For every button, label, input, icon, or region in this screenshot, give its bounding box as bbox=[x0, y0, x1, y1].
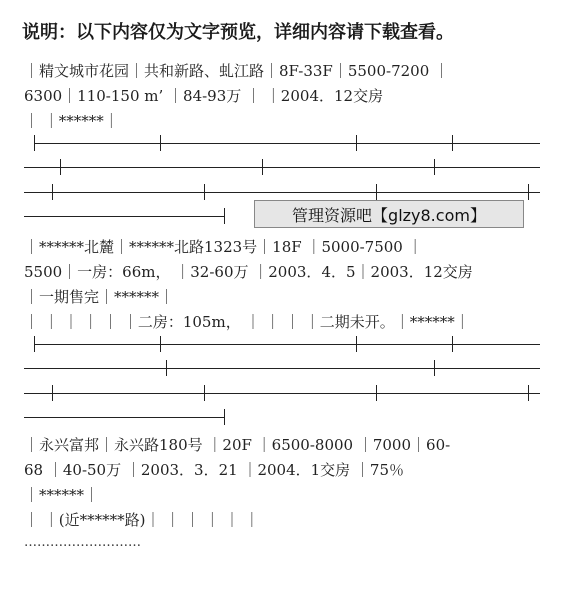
text-line: 5500｜一房：66m， ｜32-60万 ｜2003．4．5｜2003．12交房 bbox=[24, 263, 473, 281]
text-line: ｜******｜ bbox=[24, 486, 100, 504]
text-line: 6300｜110-150 m’ ｜84-93万 ｜ ｜2004．12交房 bbox=[24, 87, 384, 105]
watermark-banner: 管理资源吧【glzy8.com】 bbox=[254, 200, 524, 228]
preview-notice: 说明：以下内容仅为文字预览，详细内容请下载查看。 bbox=[22, 22, 454, 43]
truncation-ellipsis: ……………………… bbox=[24, 535, 141, 550]
text-line: ｜ ｜******｜ bbox=[24, 112, 119, 130]
text-line: ｜精文城市花园｜共和新路、虬江路｜8F-33F｜5500-7200 ｜ bbox=[24, 62, 450, 80]
text-line: ｜永兴富邦｜永兴路180号 ｜20F ｜6500-8000 ｜7000｜60- bbox=[24, 436, 451, 454]
text-line: ｜ ｜(近******路)｜ ｜ ｜ ｜ ｜ ｜ bbox=[24, 511, 260, 529]
text-line: ｜ ｜ ｜ ｜ ｜ ｜二房：105m， ｜ ｜ ｜ ｜二期未开。｜******｜ bbox=[24, 313, 470, 331]
text-line: ｜******北麓｜******北路1323号｜18F ｜5000-7500 ｜ bbox=[24, 238, 423, 256]
text-line: ｜一期售完｜******｜ bbox=[24, 288, 175, 306]
text-line: 68 ｜40-50万 ｜2003．3．21 ｜2004．1交房 ｜75％ bbox=[24, 461, 405, 479]
